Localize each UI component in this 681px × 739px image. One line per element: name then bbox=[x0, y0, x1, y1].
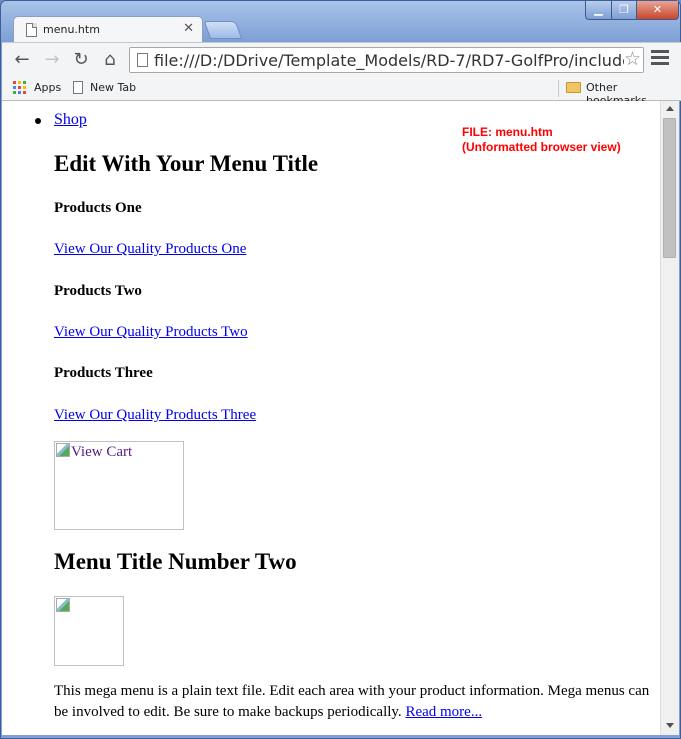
products-three-heading: Products Three bbox=[54, 365, 153, 381]
url-input[interactable] bbox=[154, 49, 624, 71]
broken-image-icon bbox=[56, 598, 70, 612]
vertical-scrollbar[interactable] bbox=[660, 101, 679, 735]
address-bar[interactable] bbox=[129, 47, 644, 73]
maximize-button[interactable]: ❐ bbox=[611, 1, 637, 20]
menu-image bbox=[54, 596, 124, 666]
products-one-heading: Products One bbox=[54, 200, 142, 216]
scroll-thumb[interactable] bbox=[663, 118, 676, 258]
folder-icon bbox=[566, 82, 581, 93]
file-note-line1: FILE: menu.htm bbox=[462, 125, 553, 139]
file-note bbox=[462, 125, 621, 155]
chrome-menu-button[interactable] bbox=[651, 50, 669, 70]
home-icon[interactable]: ⌂ bbox=[104, 49, 116, 70]
bullet bbox=[35, 118, 41, 124]
broken-image-icon bbox=[56, 443, 70, 457]
star-icon[interactable]: ☆ bbox=[623, 48, 641, 70]
bookmark-new-tab[interactable]: New Tab bbox=[90, 81, 137, 94]
products-two-heading: Products Two bbox=[54, 283, 142, 299]
divider bbox=[558, 80, 559, 97]
scroll-down-icon[interactable] bbox=[666, 723, 674, 728]
menu-title-2: Menu Title Number Two bbox=[54, 549, 297, 574]
menu-title-1: Edit With Your Menu Title bbox=[54, 151, 319, 176]
bookmarks-bar bbox=[2, 77, 681, 101]
reload-icon[interactable]: ↻ bbox=[73, 49, 89, 70]
shop-link[interactable]: Shop bbox=[54, 111, 87, 128]
new-tab-button[interactable] bbox=[204, 21, 243, 39]
other-bookmarks[interactable]: Other bbox=[586, 81, 618, 94]
tab-menu-htm[interactable] bbox=[13, 16, 203, 44]
page-icon bbox=[137, 53, 148, 67]
minimize-button[interactable]: ▁ bbox=[585, 1, 612, 20]
page-viewport bbox=[2, 101, 660, 735]
apps-grid-icon[interactable] bbox=[13, 81, 26, 94]
page-icon bbox=[26, 23, 37, 37]
products-three-link[interactable]: View Our Quality Products Three bbox=[54, 407, 257, 423]
bookmark-apps[interactable]: Apps bbox=[34, 81, 62, 94]
title-bar bbox=[1, 1, 680, 41]
description-paragraph bbox=[54, 681, 650, 723]
paragraph-text: This mega menu is a plain text file. Edit each area with your product information. Mega menus can be involved to edit. Be sure to make backups periodically. bbox=[54, 683, 650, 720]
close-tab-icon[interactable]: ✕ bbox=[183, 21, 194, 36]
products-two-link[interactable]: View Our Quality Products Two bbox=[54, 324, 248, 340]
page-icon bbox=[73, 81, 83, 94]
view-cart-image[interactable] bbox=[54, 441, 184, 530]
tab-title: menu.htm bbox=[43, 23, 100, 36]
view-cart-alt: View Cart bbox=[71, 444, 133, 460]
scroll-up-icon[interactable] bbox=[666, 106, 674, 111]
read-more-link[interactable]: Read more... bbox=[405, 704, 483, 720]
forward-arrow-icon[interactable]: → bbox=[44, 49, 60, 70]
close-window-button[interactable]: ✕ bbox=[636, 1, 679, 20]
browser-toolbar bbox=[2, 42, 681, 78]
back-arrow-icon[interactable]: ← bbox=[14, 49, 30, 70]
file-note-line2: (Unformatted browser view) bbox=[462, 140, 621, 154]
products-one-link[interactable]: View Our Quality Products One bbox=[54, 241, 247, 257]
